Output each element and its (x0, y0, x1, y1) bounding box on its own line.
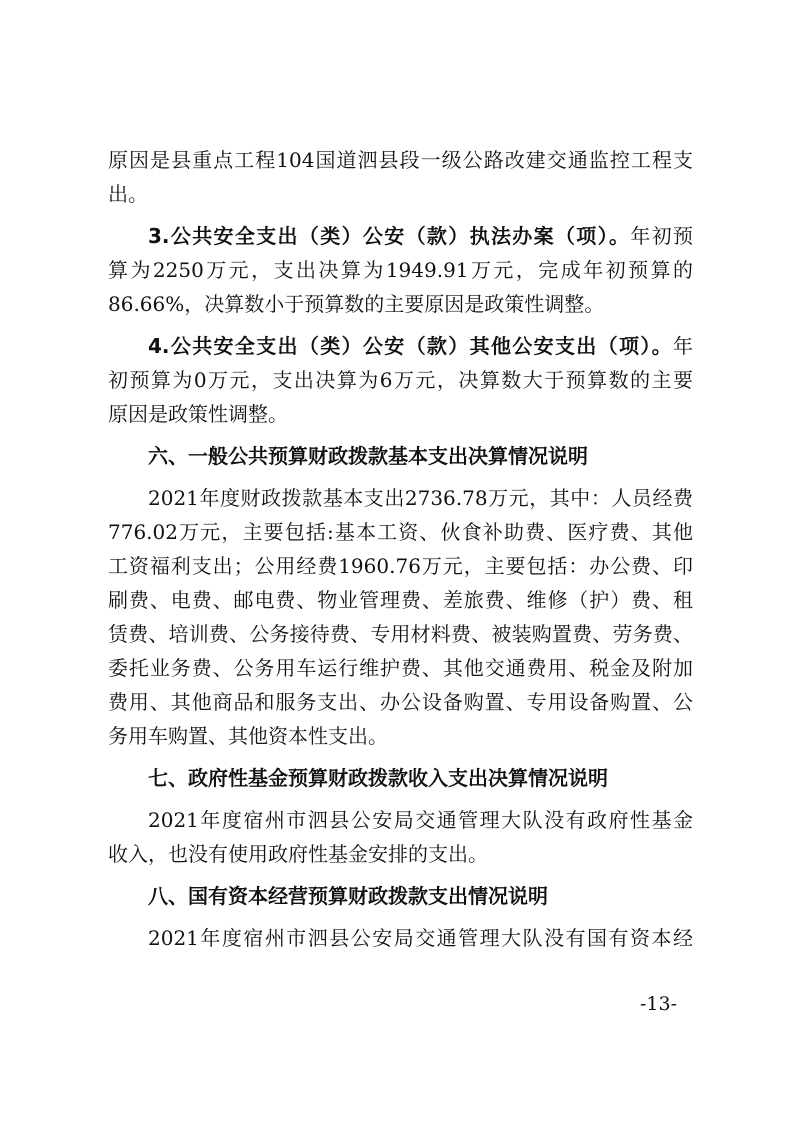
paragraph-line: 出。 (108, 182, 148, 206)
section-heading-6: 六、一般公共预算财政拨款基本支出决算情况说明 (148, 444, 588, 468)
item-3-title: 3.公共安全支出（类）公安（款）执法办案（项）。 (148, 224, 631, 248)
page-number: -13- (640, 993, 678, 1015)
paragraph-line: 算为2250万元，支出决算为1949.91万元，完成年初预算的 (108, 258, 693, 282)
item-4-title: 4.公共安全支出（类）公安（款）其他公安支出（项）。 (148, 334, 673, 358)
paragraph-line: 费用、其他商品和服务支出、办公设备购置、专用设备购置、公 (108, 690, 693, 714)
paragraph-line: 2021年度宿州市泗县公安局交通管理大队没有国有资本经 (148, 926, 693, 950)
paragraph-line: 初预算为0万元，支出决算为6万元，决算数大于预算数的主要 (108, 368, 693, 392)
page-content (108, 143, 693, 955)
paragraph-line: 776.02万元，主要包括:基本工资、伙食补助费、医疗费、其他 (108, 520, 693, 544)
paragraph-line: 86.66%，决算数小于预算数的主要原因是政策性调整。 (108, 292, 605, 316)
item-4-line (108, 329, 693, 363)
item-4-text: 年 (673, 334, 693, 358)
paragraph-line: 委托业务费、公务用车运行维护费、其他交通费用、税金及附加 (108, 656, 693, 680)
paragraph-line: 工资福利支出；公用经费1960.76万元，主要包括：办公费、印 (108, 554, 693, 578)
paragraph-line: 2021年度财政拨款基本支出2736.78万元，其中：人员经费 (148, 486, 693, 510)
paragraph-line: 原因是县重点工程104国道泗县段一级公路改建交通监控工程支 (108, 148, 693, 172)
paragraph-line: 刷费、电费、邮电费、物业管理费、差旅费、维修（护）费、租 (108, 588, 693, 612)
paragraph-line: 赁费、培训费、公务接待费、专用材料费、被装购置费、劳务费、 (108, 622, 693, 646)
item-3-text: 年初预 (630, 224, 693, 248)
section-heading-8: 八、国有资本经营预算财政拨款支出情况说明 (148, 884, 548, 908)
item-3-line (108, 219, 693, 253)
paragraph-line: 2021年度宿州市泗县公安局交通管理大队没有政府性基金 (148, 808, 693, 832)
paragraph-line: 务用车购置、其他资本性支出。 (108, 724, 388, 748)
section-heading-7: 七、政府性基金预算财政拨款收入支出决算情况说明 (148, 766, 608, 790)
paragraph-line: 收入，也没有使用政府性基金安排的支出。 (108, 842, 488, 866)
paragraph-line: 原因是政策性调整。 (108, 402, 288, 426)
